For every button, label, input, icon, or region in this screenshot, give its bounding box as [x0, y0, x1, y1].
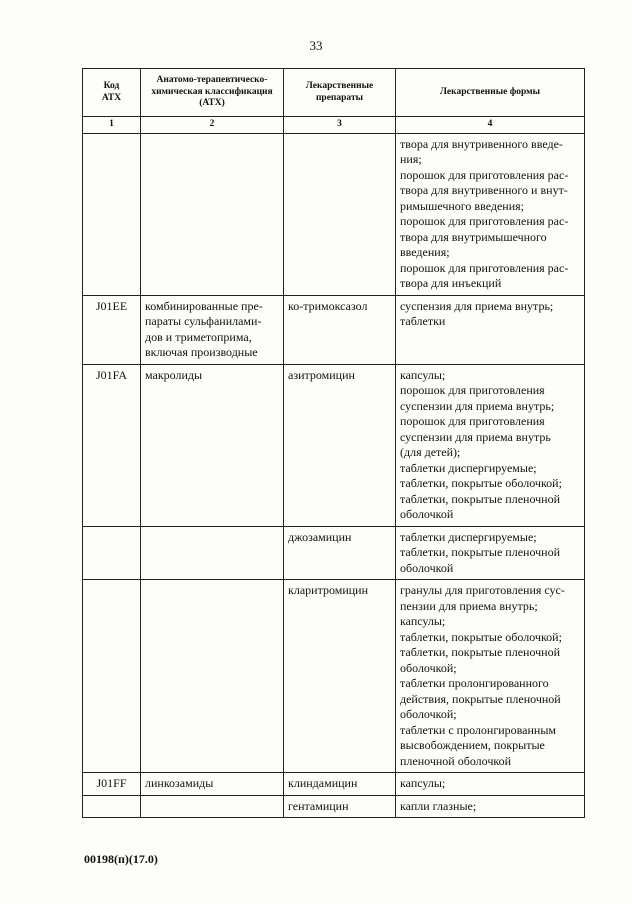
dosage-form-line: порошок для приготовления [400, 383, 545, 397]
atc-classification-cell [141, 364, 284, 526]
dosage-form-line: таблетки, покрытые пленочной [400, 491, 561, 506]
drug-name-cell: азитромицин [284, 364, 396, 526]
atc-classification-cell [141, 795, 284, 818]
dosage-form-line: оболочкой [400, 560, 454, 575]
table-row [83, 580, 585, 773]
dosage-form-line: твора для инъекций [400, 276, 502, 290]
header-atc-classification [141, 69, 284, 117]
atc-classification-cell [141, 133, 284, 295]
column-number: 3 [284, 117, 396, 134]
header-line: АТХ [101, 92, 122, 103]
dosage-form-line: оболочкой; [400, 660, 457, 675]
header-line: Лекарственные формы [439, 86, 541, 97]
atc-code-cell [83, 526, 141, 580]
dosage-forms-cell [396, 580, 585, 773]
dosage-form-line: капсулы; [400, 367, 446, 382]
atc-classification-cell [141, 773, 284, 796]
atc-code-cell: J01EE [83, 295, 141, 364]
drug-name-cell: ко-тримоксазол [284, 295, 396, 364]
atc-classification-cell [141, 295, 284, 364]
dosage-form-line: суспензии для приема внутрь; [400, 398, 555, 413]
dosage-form-line: твора для внутривенного введе- [400, 136, 563, 151]
table-row [83, 295, 585, 364]
dosage-form-line: гранулы для приготовления сус- [400, 583, 565, 597]
dosage-forms-cell [396, 773, 585, 796]
dosage-form-line: римышечного введения; [400, 198, 524, 213]
dosage-forms-cell [396, 364, 585, 526]
dosage-form-line: таблетки с пролонгированным [400, 722, 557, 737]
dosage-form-line: твора для внутривенного и внут- [400, 183, 568, 197]
dosage-form-line: пензии для приема внутрь; [400, 598, 538, 613]
atc-code-cell: J01FA [83, 364, 141, 526]
atc-classification-line: дов и триметоприма, [145, 329, 252, 344]
dosage-form-line: капсулы; [400, 614, 446, 628]
table-row [83, 773, 585, 796]
drug-name-cell: клиндамицин [284, 773, 396, 796]
header-code [83, 69, 141, 117]
dosage-form-line: таблетки, покрытые пленочной [400, 645, 561, 659]
dosage-form-line: порошок для приготовления [400, 414, 545, 428]
header-line: Код [103, 81, 120, 91]
dosage-form-line: ния; [400, 152, 422, 166]
dosage-form-line: суспензия для приема внутрь; [400, 298, 554, 313]
atc-classification-cell [141, 526, 284, 580]
dosage-form-line: таблетки, покрытые оболочкой; [400, 476, 562, 490]
document-code: 00198(п)(17.0) [84, 852, 158, 866]
header-line: (АТХ) [199, 98, 225, 109]
column-number: 2 [141, 117, 284, 134]
dosage-forms-cell [396, 295, 585, 364]
header-line: Анатомо-терапевтическо- [156, 75, 268, 86]
dosage-forms-cell [396, 526, 585, 580]
header-line: препараты [315, 92, 364, 103]
dosage-form-line: высвобождением, покрытые [400, 738, 545, 752]
atc-code-cell [83, 795, 141, 818]
drug-name-cell [284, 133, 396, 295]
drug-name-cell: гентамицин [284, 795, 396, 818]
dosage-form-line: твора для внутримышечного [400, 229, 547, 244]
header-line: Лекарственные [305, 81, 374, 91]
page-number: 33 [309, 38, 323, 53]
dosage-form-line: (для детей); [400, 445, 461, 459]
table-body [83, 133, 585, 818]
dosage-form-line: порошок для приготовления рас- [400, 214, 569, 228]
column-number-row [83, 117, 585, 134]
drug-name-cell: кларитромицин [284, 580, 396, 773]
dosage-form-line: действия, покрытые пленочной [400, 691, 561, 706]
dosage-form-line: таблетки пролонгированного [400, 676, 549, 690]
header-row [83, 69, 585, 117]
table-row [83, 364, 585, 526]
column-number: 4 [396, 117, 585, 134]
dosage-form-line: порошок для приготовления рас- [400, 260, 569, 275]
table-row [83, 133, 585, 295]
dosage-form-line: таблетки, покрытые пленочной [400, 545, 561, 559]
dosage-form-line: порошок для приготовления рас- [400, 167, 569, 182]
dosage-form-line: оболочкой [400, 507, 454, 521]
atc-classification-line: макролиды [145, 367, 203, 382]
header-dosage-forms [396, 69, 585, 117]
atc-classification-cell [141, 580, 284, 773]
dosage-form-line: капли глазные; [400, 798, 477, 813]
dosage-forms-cell [396, 133, 585, 295]
atc-drug-table [82, 68, 585, 818]
table-row [83, 795, 585, 818]
drug-name-cell: джозамицин [284, 526, 396, 580]
atc-code-cell [83, 133, 141, 295]
atc-classification-line: комбинированные пре- [145, 298, 263, 313]
dosage-form-line: таблетки диспергируемые; [400, 460, 537, 475]
atc-code-cell [83, 580, 141, 773]
dosage-form-line: введения; [400, 245, 450, 259]
header-drugs [284, 69, 396, 117]
dosage-form-line: таблетки диспергируемые; [400, 529, 537, 544]
dosage-form-line: таблетки, покрытые оболочкой; [400, 629, 562, 644]
dosage-form-line: пленочной оболочкой [400, 753, 512, 768]
atc-code-cell: J01FF [83, 773, 141, 796]
dosage-forms-cell [396, 795, 585, 818]
atc-classification-line: параты сульфанилами- [145, 314, 262, 328]
atc-classification-line: включая производные [145, 345, 258, 359]
dosage-form-line: таблетки [400, 314, 446, 328]
dosage-form-line: оболочкой; [400, 707, 457, 721]
dosage-form-line: капсулы; [400, 776, 446, 790]
header-line: химическая классификация [151, 86, 273, 97]
column-number: 1 [83, 117, 141, 134]
atc-classification-line: линкозамиды [145, 776, 214, 790]
dosage-form-line: суспензии для приема внутрь [400, 429, 551, 444]
table-row [83, 526, 585, 580]
